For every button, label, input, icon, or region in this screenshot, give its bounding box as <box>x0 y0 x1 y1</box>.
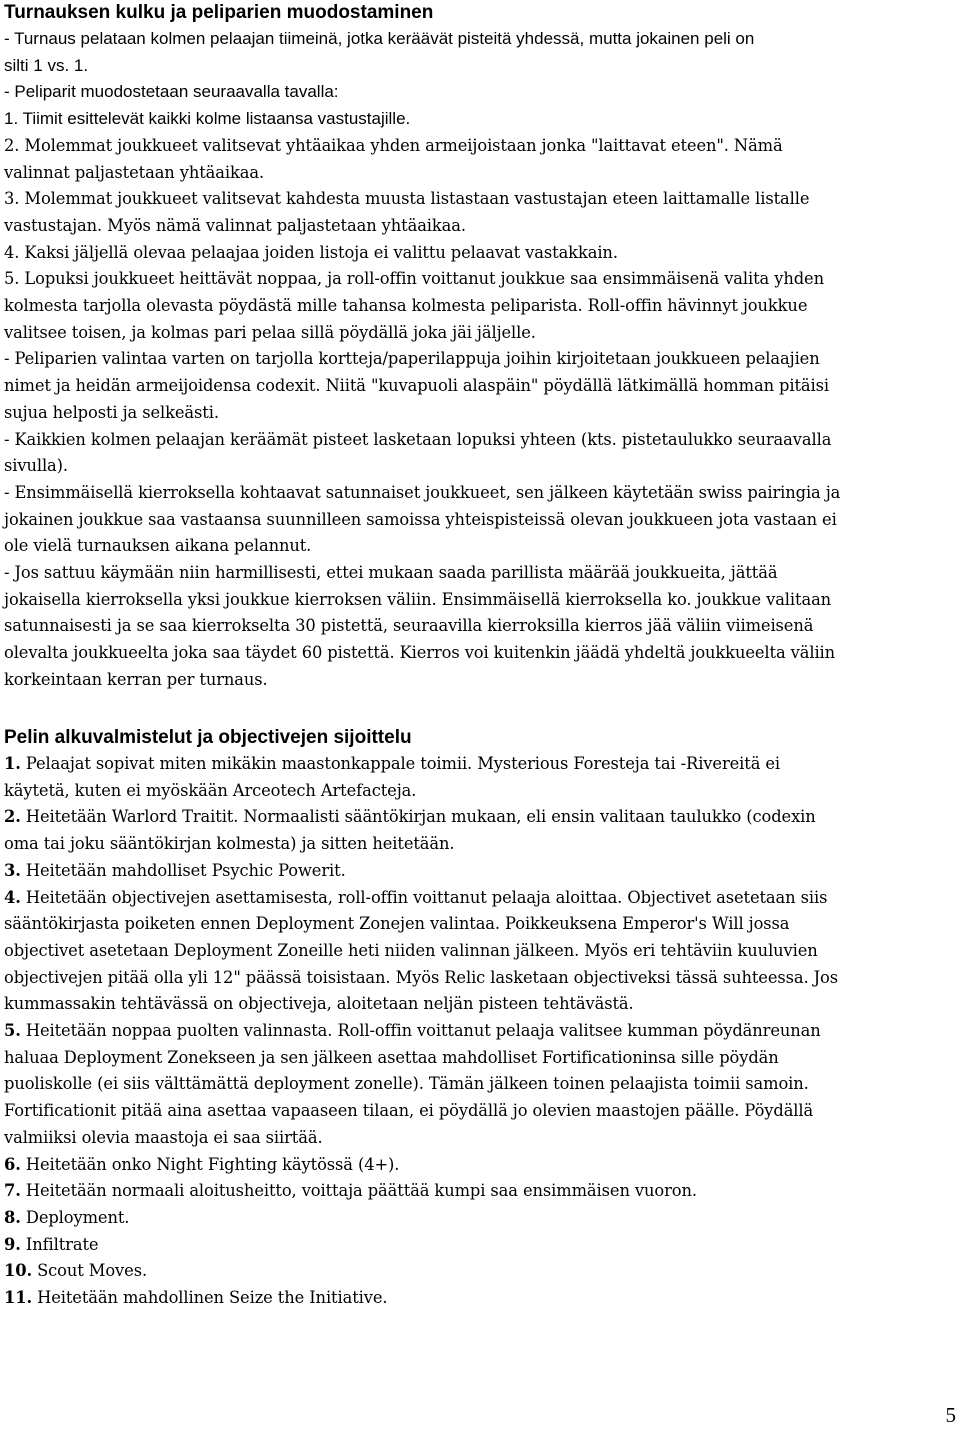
step-text: Heitetään noppaa puolten valinnasta. Roll-offin voittanut pelaaja valitsee kumman pöydänreunan <box>20 1021 821 1041</box>
step-number: 6. <box>4 1154 21 1174</box>
text-line: satunnaisesti ja se saa kierrokselta 30 pistettä, seuraavilla kierroksilla kierros jää väliin viimeisenä <box>4 616 814 636</box>
text-line <box>4 965 838 992</box>
step-text: käytetä, kuten ei myöskään Arceotech Artefacteja. <box>4 780 417 800</box>
text-line <box>4 831 838 858</box>
text-line: nimet ja heidän armeijoidensa codexit. Niitä "kuvapuoli alaspäin" pöydällä lätkimällä homman pitäisi <box>4 376 829 396</box>
step-text: Infiltrate <box>20 1234 99 1254</box>
text-line: - Peliparit muodostetaan seuraavalla tavalla: <box>4 82 339 102</box>
text-line: jokaisella kierroksella yksi joukkue kierroksen väliin. Ensimmäisellä kierroksella ko. joukkue valitaan <box>4 589 832 609</box>
step-text: objectivet asetetaan Deployment Zoneille heti niiden valinnan jälkeen. Myös eri tehtäviin kuuluvien <box>4 940 818 960</box>
section-title: Turnauksen kulku ja peliparien muodostaminen <box>4 2 434 23</box>
step-line <box>4 885 838 912</box>
section-game-setup <box>4 725 838 1312</box>
text-line: vastustajan. Myös nämä valinnat paljastetaan yhtäaikaa. <box>4 215 466 235</box>
step-line <box>4 1018 838 1045</box>
step-line <box>4 1258 838 1285</box>
text-line: 1. Tiimit esittelevät kaikki kolme listaansa vastustajille. <box>4 109 411 129</box>
step-text: Heitetään normaali aloitusheitto, voittaja päättää kumpi saa ensimmäisen vuoron. <box>20 1181 697 1201</box>
setup-steps <box>4 751 838 1312</box>
step-number: 7. <box>4 1181 21 1201</box>
text-line <box>4 1045 838 1072</box>
text-line <box>4 778 838 805</box>
step-line <box>4 1232 838 1259</box>
step-text: Heitetään mahdollinen Seize the Initiative. <box>32 1288 388 1308</box>
text-line: valitsee toisen, ja kolmas pari pelaa sillä pöydällä joka jäi jäljelle. <box>4 322 536 342</box>
text-line: olevalta joukkueelta joka saa täydet 60 pistettä. Kierros voi kuitenkin jäädä yhdeltä joukkueelta väliin <box>4 643 836 663</box>
step-text: kummassakin tehtävässä on objectiveja, aloitetaan neljän pisteen tehtävästä. <box>4 994 634 1014</box>
text-line: jokainen joukkue saa vastaansa suunnilleen samoissa yhteispisteissä olevan joukkueen jota vastaan ei <box>4 509 837 529</box>
step-number: 2. <box>4 807 21 827</box>
text-line: korkeintaan kerran per turnaus. <box>4 669 268 689</box>
text-line <box>4 991 838 1018</box>
text-line: sujua helposti ja selkeästi. <box>4 402 219 422</box>
step-text: Pelaajat sopivat miten mikäkin maastonkappale toimii. Mysterious Foresteja tai -Rivereitä ei <box>20 754 781 773</box>
text-line: valinnat paljastetaan yhtäaikaa. <box>4 162 265 182</box>
text-line <box>4 1071 838 1098</box>
step-line <box>4 804 838 831</box>
text-line: - Jos sattuu käymään niin harmillisesti, ettei mukaan saada parillista määrää joukkueita, jättää <box>4 563 778 583</box>
step-line <box>4 1205 838 1232</box>
step-text: Heitetään onko Night Fighting käytössä (4+). <box>20 1154 400 1174</box>
step-text: Deployment. <box>20 1207 130 1227</box>
step-line <box>4 751 838 778</box>
text-line: sivulla). <box>4 456 68 476</box>
text-line <box>4 1098 838 1125</box>
text-line: silti 1 vs. 1. <box>4 55 89 75</box>
text-line: - Ensimmäisellä kierroksella kohtaavat satunnaiset joukkueet, sen jälkeen käytetään swiss pairingia ja <box>4 482 841 502</box>
step-text: Heitetään objectivejen asettamisesta, roll-offin voittanut pelaaja aloittaa. Objectivet asetetaan siis <box>20 887 828 907</box>
pairing-rules <box>4 133 840 694</box>
step-text: Heitetään Warlord Traitit. Normaalisti sääntökirjan mukaan, eli ensin valitaan taulukko (codexin <box>20 807 816 827</box>
step-line <box>4 858 838 885</box>
section-tournament-flow <box>4 0 840 694</box>
step-number: 4. <box>4 887 21 907</box>
text-line <box>4 911 838 938</box>
text-line: 2. Molemmat joukkueet valitsevat yhtäaikaa yhden armeijoistaan jonka "laittavat eteen". Nämä <box>4 135 783 155</box>
text-line: - Peliparien valintaa varten on tarjolla kortteja/paperilappuja joihin kirjoitetaan joukkueen pelaajien <box>4 349 820 369</box>
step-text: Scout Moves. <box>32 1261 148 1281</box>
text-line: kolmesta tarjolla olevasta pöydästä mille tahansa kolmesta peliparista. Roll-offin hävinnyt joukkue <box>4 296 808 316</box>
step-text: Heitetään mahdolliset Psychic Powerit. <box>20 860 346 880</box>
step-number: 10. <box>4 1261 33 1281</box>
text-line: 3. Molemmat joukkueet valitsevat kahdesta muusta listastaan vastustajan eteen laittamalle listalle <box>4 189 810 209</box>
page-number: 5 <box>945 1403 956 1427</box>
text-line: - Turnaus pelataan kolmen pelaajan tiimeinä, jotka keräävät pisteitä yhdessä, mutta jokainen peli on <box>4 29 755 48</box>
step-text: oma tai joku sääntökirjan kolmesta) ja sitten heitetään. <box>4 834 455 854</box>
section-title: Pelin alkuvalmistelut ja objectivejen sijoittelu <box>4 727 412 748</box>
text-line <box>4 1125 838 1152</box>
step-text: puoliskolle (ei siis välttämättä deployment zonelle). Tämän jälkeen toinen pelaajista toimii samoin. <box>4 1074 809 1094</box>
text-line: 5. Lopuksi joukkueet heittävät noppaa, ja roll-offin voittanut joukkue saa ensimmäisenä valita yhden <box>4 269 824 289</box>
step-text: haluaa Deployment Zonekseen ja sen jälkeen asettaa mahdolliset Fortificationinsa sille pöydän <box>4 1047 779 1067</box>
step-text: sääntökirjasta poiketen ennen Deployment Zonejen valintaa. Poikkeuksena Emperor's Will jossa <box>4 914 790 934</box>
text-line: - Kaikkien kolmen pelaajan keräämät pisteet lasketaan lopuksi yhteen (kts. pistetaulukko seuraavalla <box>4 429 832 449</box>
step-number: 1. <box>4 754 21 773</box>
text-line: ole vielä turnauksen aikana pelannut. <box>4 536 312 556</box>
text-line: 4. Kaksi jäljellä olevaa pelaajaa joiden listoja ei valittu pelaavat vastakkain. <box>4 242 618 262</box>
step-text: objectivejen pitää olla yli 12" päässä toisistaan. Myös Relic lasketaan objectiveksi tässä suhteessa. Jos <box>4 967 839 987</box>
step-line <box>4 1152 838 1179</box>
step-text: Fortificationit pitää aina asettaa vapaaseen tilaan, ei pöydällä jo olevien maastojen päälle. Pöydällä <box>4 1101 814 1121</box>
text-line <box>4 938 838 965</box>
step-number: 11. <box>4 1288 33 1308</box>
step-number: 5. <box>4 1021 21 1041</box>
step-number: 8. <box>4 1207 21 1227</box>
step-text: valmiiksi olevia maastoja ei saa siirtää. <box>4 1127 323 1147</box>
intro-lines <box>4 26 840 133</box>
step-number: 3. <box>4 860 21 880</box>
step-line <box>4 1178 838 1205</box>
step-number: 9. <box>4 1234 21 1254</box>
step-line <box>4 1285 838 1312</box>
